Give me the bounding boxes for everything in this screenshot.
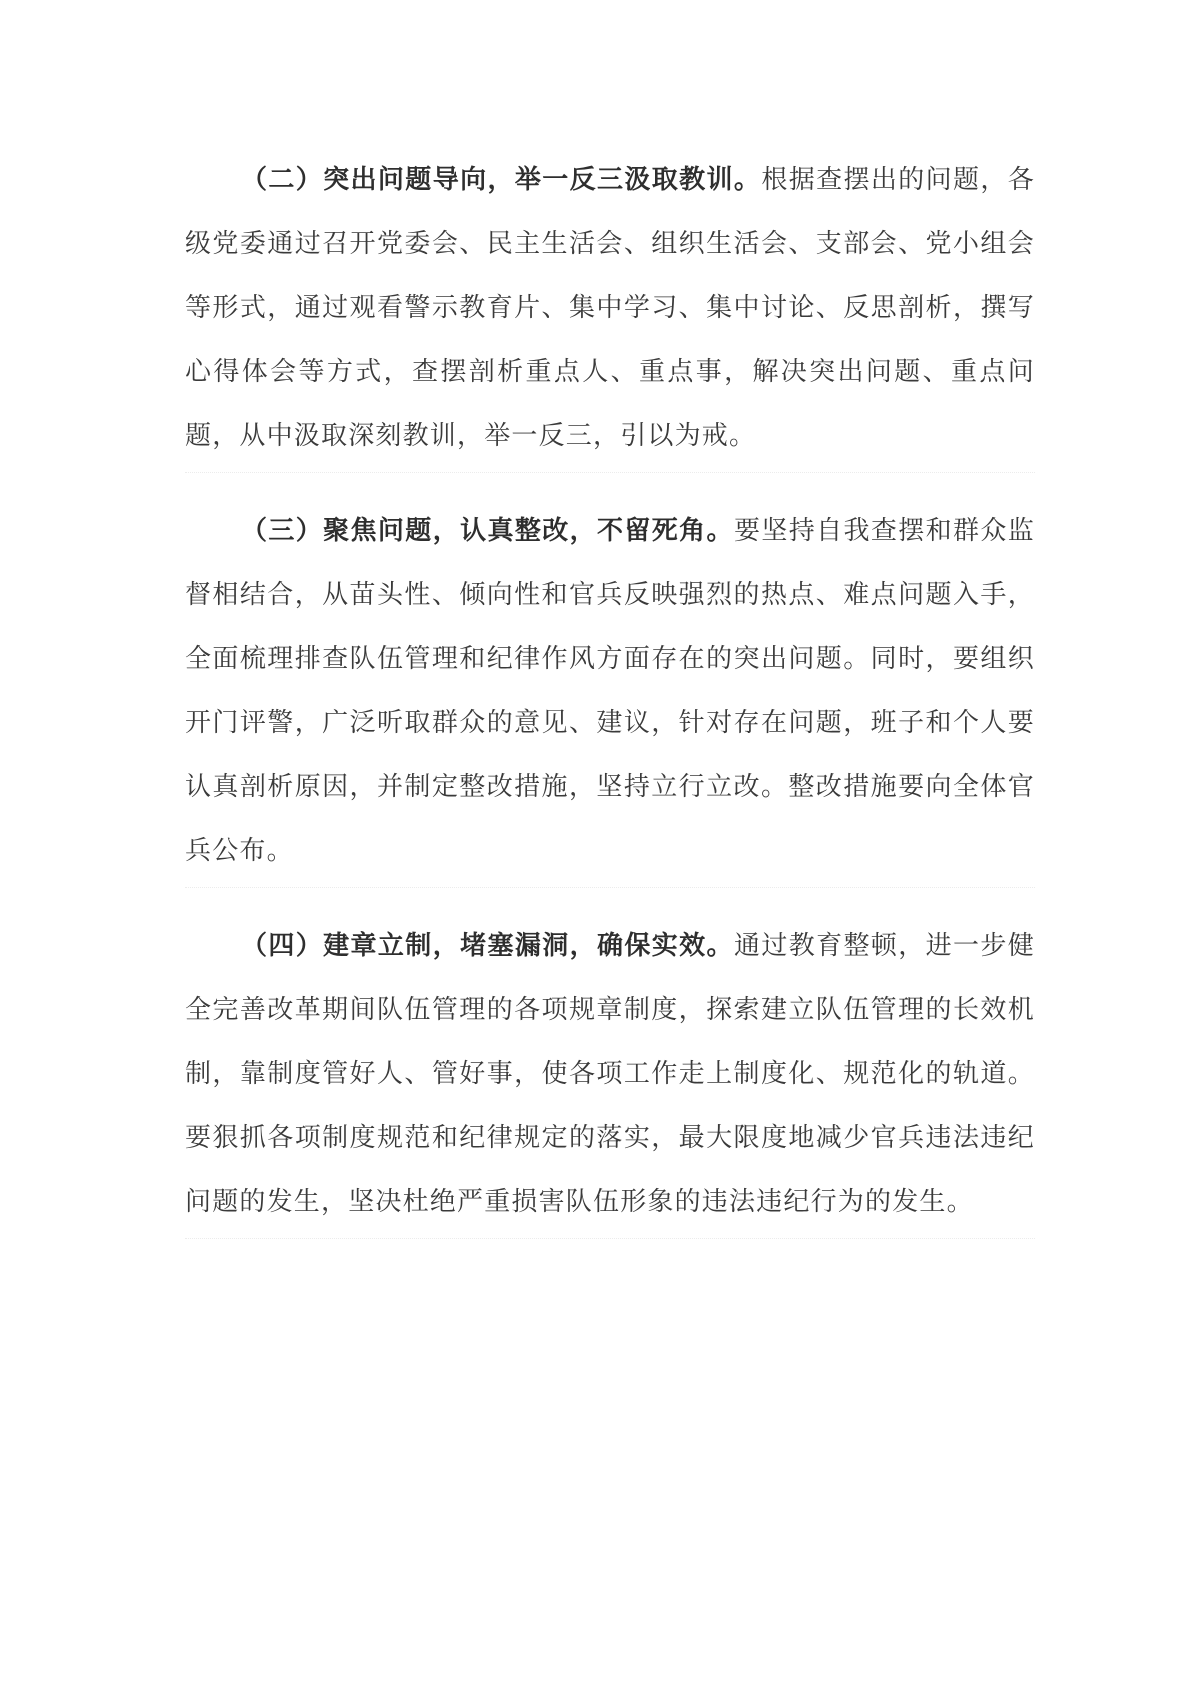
section-heading: （四）建章立制，堵塞漏洞，确保实效。 xyxy=(241,931,734,961)
section-heading: （三）聚焦问题，认真整改，不留死角。 xyxy=(241,516,734,546)
paragraph-section-4 xyxy=(185,914,1035,1239)
section-text: 根据查摆出的问题，各级党委通过召开党委会、民主生活会、组织生活会、支部会、党小组会等形式，通过观看警示教育片、集中学习、集中讨论、反思剖析，撰写心得体会等方式，查摆剖析重点人、重点事，解决突出问题、重点问题，从中汲取深刻教训，举一反三，引以为戒。 xyxy=(185,165,1035,451)
section-text: 通过教育整顿，进一步健全完善改革期间队伍管理的各项规章制度，探索建立队伍管理的长效机制，靠制度管好人、管好事，使各项工作走上制度化、规范化的轨道。要狠抓各项制度规范和纪律规定的落实，最大限度地减少官兵违法违纪问题的发生，坚决杜绝严重损害队伍形象的违法违纪行为的发生。 xyxy=(185,931,1035,1217)
paragraph-section-3 xyxy=(185,499,1035,888)
paragraph-section-2 xyxy=(185,148,1035,473)
section-text: 要坚持自我查摆和群众监督相结合，从苗头性、倾向性和官兵反映强烈的热点、难点问题入手，全面梳理排查队伍管理和纪律作风方面存在的突出问题。同时，要组织开门评警，广泛听取群众的意见、建议，针对存在问题，班子和个人要认真剖析原因，并制定整改措施，坚持立行立改。整改措施要向全体官兵公布。 xyxy=(185,516,1035,866)
section-heading: （二）突出问题导向，举一反三汲取教训。 xyxy=(241,165,762,195)
document-body xyxy=(185,148,1035,1239)
